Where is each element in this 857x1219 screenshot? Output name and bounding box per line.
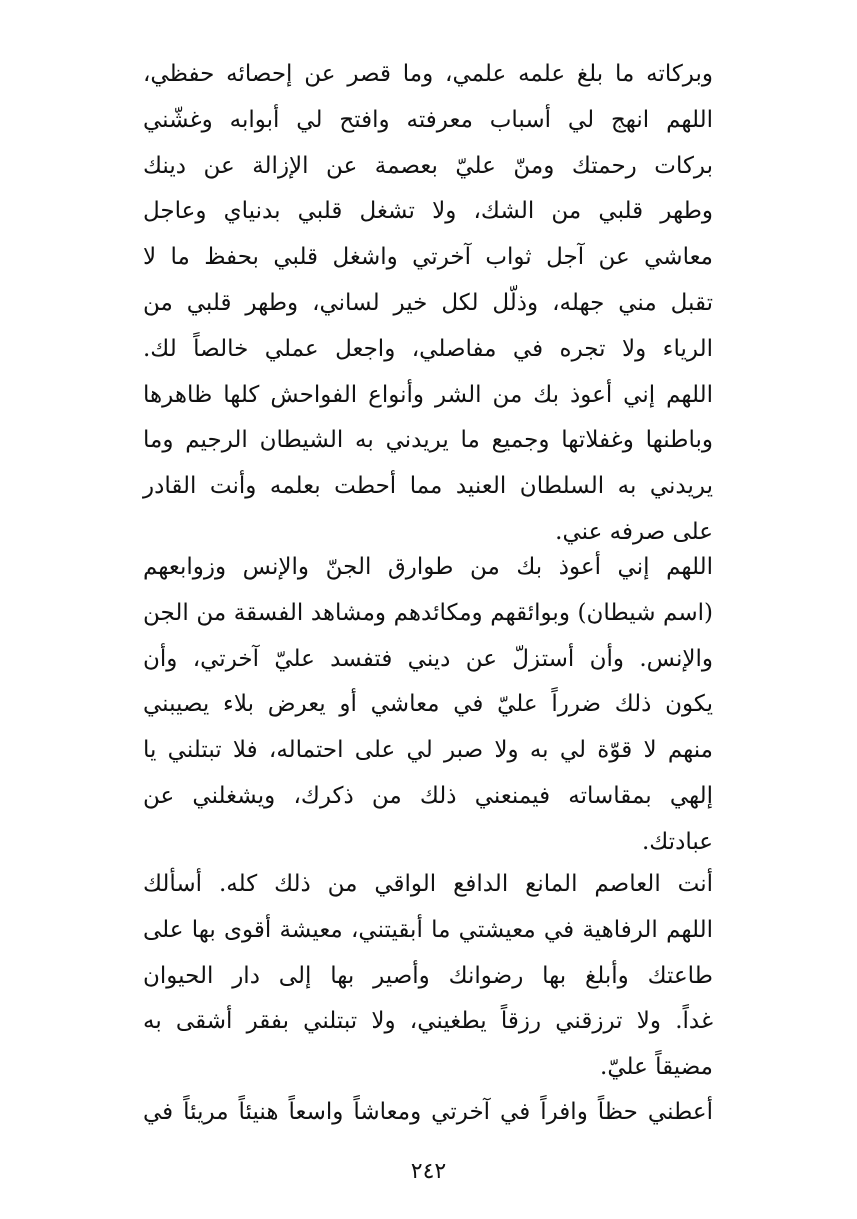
text-line: طاعتك وأبلغ بها رضوانك وأصير بها إلى دار الحيوان: [143, 962, 713, 989]
paragraph-1: [143, 52, 713, 556]
text-line: والإنس. وأن أستزلّ عن ديني فتفسد عليّ آخرتي، وأن: [143, 645, 713, 672]
text-line: يكون ذلك ضرراً عليّ في معاشي أو يعرض بلاء يصيبني: [143, 691, 713, 718]
page-number: ٢٤٢: [410, 1159, 447, 1184]
text-line: اللهم إني أعوذ بك من طوارق الجنّ والإنس وزوابعهم: [143, 554, 713, 580]
text-line: إلهي بمقاساته فيمنعني ذلك من ذكرك، ويشغلني عن: [143, 782, 713, 809]
paragraph-2: [143, 545, 713, 866]
text-line: اللهم انهج لي أسباب معرفته وافتح لي أبوابه وغشّني: [143, 106, 713, 133]
text-line: معاشي عن آجل ثواب آخرتي واشغل قلبي بحفظ ما لا: [143, 244, 713, 271]
text-line: وباطنها وغفلاتها وجميع ما يريدني به الشيطان الرجيم وما: [143, 427, 713, 454]
text-line: عبادتك.: [641, 828, 713, 855]
text-line: أنت العاصم المانع الدافع الواقي من ذلك كله. أسألك: [143, 871, 713, 897]
text-line: اللهم إني أعوذ بك من الشر وأنواع الفواحش كلها ظاهرها: [143, 381, 713, 408]
text-line: (اسم شيطان) وبوائقهم ومكائدهم ومشاهد الفسقة من الجن: [143, 599, 713, 626]
text-line: أعطني حظاً وافراً في آخرتي ومعاشاً واسعاً هنيئاً مريئاً في: [143, 1099, 713, 1125]
text-line: بركات رحمتك ومنّ عليّ بعصمة عن الإزالة عن دينك: [143, 152, 713, 179]
text-line: وطهر قلبي من الشك، ولا تشغل قلبي بدنياي وعاجل: [143, 198, 713, 225]
text-line: على صرفه عني.: [555, 518, 713, 545]
text-line: منهم لا قوّة لي به ولا صبر لي على احتماله، فلا تبتلني يا: [143, 737, 713, 764]
paragraph-3: [143, 862, 713, 1091]
text-line: تقبل مني جهله، وذلّل لكل خير لساني، وطهر قلبي من: [143, 289, 713, 316]
text-line: اللهم الرفاهية في معيشتي ما أبقيتني، معيشة أقوى بها على: [143, 916, 713, 943]
text-line: غداً. ولا ترزقني رزقاً يطغيني، ولا تبتلني بفقر أشقى به: [143, 1008, 713, 1035]
text-line: وبركاته ما بلغ علمه علمي، وما قصر عن إحصائه حفظي،: [143, 61, 713, 87]
paragraph-4: [143, 1090, 713, 1136]
text-line: يريدني به السلطان العنيد مما أحطت بعلمه وأنت القادر: [143, 473, 713, 500]
text-line: مضيقاً عليّ.: [600, 1054, 713, 1081]
text-line: الرياء ولا تجره في مفاصلي، واجعل عملي خالصاً لك.: [143, 335, 713, 362]
